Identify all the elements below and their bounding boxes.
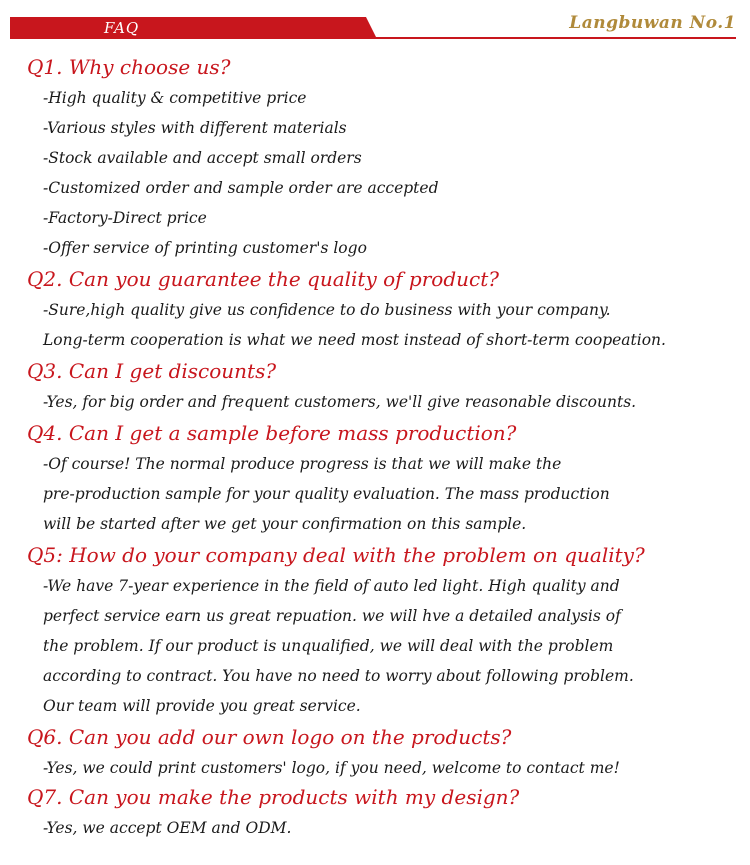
faq-question: Q4. Can I get a sample before mass production? <box>27 421 517 445</box>
faq-answer-line: -High quality & competitive price <box>43 89 307 107</box>
faq-question: Q2. Can you guarantee the quality of product? <box>27 267 499 291</box>
brand-name: Langbuwan No.1 <box>569 13 736 33</box>
header-divider <box>376 37 736 39</box>
faq-answer-line: -Stock available and accept small orders <box>43 149 362 167</box>
faq-question: Q1. Why choose us? <box>27 55 231 79</box>
faq-item-4 <box>27 417 737 539</box>
faq-answer-line: -Factory-Direct price <box>43 209 207 227</box>
faq-item-7 <box>27 781 737 843</box>
faq-item-6 <box>27 721 737 783</box>
faq-answer-line: according to contract. You have no need to worry about following problem. <box>43 667 634 685</box>
faq-item-3 <box>27 355 737 417</box>
faq-answer-line: the problem. If our product is unqualified, we will deal with the problem <box>43 637 614 655</box>
faq-answer-line: -Yes, we accept OEM and ODM. <box>43 819 292 837</box>
faq-answer-line: -Offer service of printing customer's logo <box>43 239 367 257</box>
faq-question: Q7. Can you make the products with my design? <box>27 785 520 809</box>
faq-question: Q5: How do your company deal with the problem on quality? <box>27 543 645 567</box>
faq-label: FAQ <box>104 19 140 37</box>
faq-answer-line: pre-production sample for your quality evaluation. The mass production <box>43 485 610 503</box>
faq-answer-line: will be started after we get your confirmation on this sample. <box>43 515 527 533</box>
faq-answer-line: Long-term cooperation is what we need most instead of short-term coopeation. <box>43 331 666 349</box>
faq-answer-line: -Customized order and sample order are accepted <box>43 179 439 197</box>
faq-answer-line: -Of course! The normal produce progress is that we will make the <box>43 455 562 473</box>
faq-answer-line: perfect service earn us great repuation. we will hve a detailed analysis of <box>43 607 621 625</box>
faq-item-2 <box>27 263 737 355</box>
faq-question: Q6. Can you add our own logo on the products? <box>27 725 512 749</box>
faq-banner <box>10 17 377 39</box>
faq-header <box>0 0 750 44</box>
faq-answer-line: Our team will provide you great service. <box>43 697 361 715</box>
faq-item-5 <box>27 539 737 721</box>
faq-list <box>27 51 737 843</box>
faq-answer-line: -We have 7-year experience in the field of auto led light. High quality and <box>43 577 620 595</box>
faq-question: Q3. Can I get discounts? <box>27 359 277 383</box>
faq-answer-line: -Yes, we could print customers' logo, if you need, welcome to contact me! <box>43 759 620 777</box>
faq-answer-line: -Various styles with different materials <box>43 119 347 137</box>
faq-answer-line: -Yes, for big order and frequent customers, we'll give reasonable discounts. <box>43 393 637 411</box>
faq-answer-line: -Sure,high quality give us confidence to do business with your company. <box>43 301 611 319</box>
faq-item-1 <box>27 51 737 263</box>
